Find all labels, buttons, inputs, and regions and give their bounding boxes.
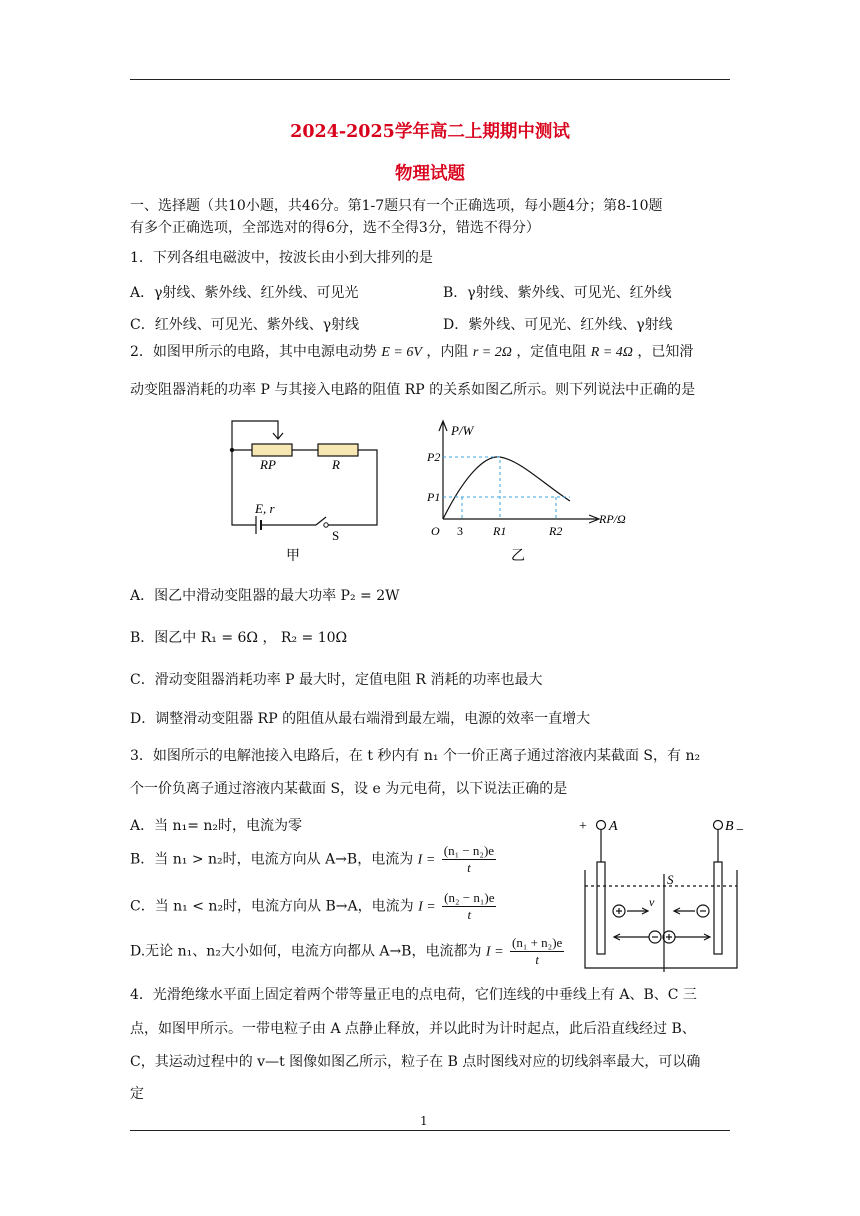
- q4-stem-line2: 点，如图甲所示。一带电粒子由 A 点静止释放，并以此时为计时起点，此后沿直线经过 B、: [130, 1021, 696, 1037]
- minus-sign: −: [736, 823, 744, 838]
- circuit-figure-jia: [222, 415, 387, 570]
- q1-stem: 1．下列各组电磁波中，按波长由小到大排列的是: [130, 250, 433, 266]
- page-title: 2024-2025学年高二上期期中测试: [290, 122, 570, 142]
- caption-yi: 乙: [511, 549, 525, 564]
- q2-fixed-resistance: R = 4Ω: [590, 345, 633, 360]
- top-rule: [130, 79, 730, 80]
- power-graph-yi: [425, 415, 655, 570]
- q3-option-d-fraction: $\frac{\text{(n₁ + n₂)e}}{t}$: [511, 935, 563, 967]
- electrode-a-label: A: [609, 819, 618, 834]
- r1-label: R1: [493, 524, 507, 538]
- section-heading-line1: 一、选择题（共10小题，共46分。第1-7题只有一个正确选项，每小题4分；第8-10题: [130, 198, 663, 214]
- q1-option-c: C．红外线、可见光、紫外线、γ射线: [130, 317, 360, 333]
- origin-label: O: [431, 524, 440, 538]
- r-label: R: [332, 457, 340, 472]
- section-s-label: S: [667, 872, 674, 887]
- page-subtitle: 物理试题: [395, 164, 465, 184]
- q3-option-b: B．当 n₁ > n₂时，电流方向从 A→B，电流为 I = $\frac{\text{(n₁ − n₂)e}}{t}$: [130, 843, 495, 875]
- q3-option-d: D.无论 n₁、n₂大小如何，电流方向都从 A→B，电流都为 I = $\frac{\text{(n₁ + n₂)e}}{t}$: [130, 935, 563, 967]
- q3-option-b-fraction: $\frac{\text{(n₁ − n₂)e}}{t}$: [443, 843, 495, 875]
- switch-label: S: [332, 528, 340, 543]
- q2-option-c: C．滑动变阻器消耗功率 P 最大时，定值电阻 R 消耗的功率也最大: [130, 672, 543, 688]
- bottom-rule: [130, 1130, 730, 1131]
- q4-stem-line1: 4．光滑绝缘水平面上固定着两个带等量正电的点电荷，它们连线的中垂线上有 A、B、C 三: [130, 987, 697, 1003]
- r2-label: R2: [549, 524, 563, 538]
- rp-label: RP: [260, 457, 276, 472]
- q1-option-a: A．γ射线、紫外线、红外线、可见光: [130, 285, 359, 301]
- velocity-label: v: [649, 895, 655, 909]
- q3-option-c: C．当 n₁ < n₂时，电流方向从 B→A，电流为 I = $\frac{\text{(n₂ − n₁)e}}{t}$: [130, 890, 495, 922]
- page-number: 1: [420, 1114, 428, 1128]
- q4-stem-line3: C，其运动过程中的 v—t 图像如图乙所示，粒子在 B 点时图线对应的切线斜率最大，可以确: [130, 1054, 701, 1070]
- q4-stem-line4: 定: [130, 1086, 144, 1102]
- graph-ylabel: P/W: [451, 423, 474, 438]
- q3-option-a: A．当 n₁= n₂时，电流为零: [130, 818, 302, 834]
- p1-label: P1: [427, 490, 441, 504]
- q2-emf: E = 6V: [381, 345, 422, 360]
- q3-stem-line2: 个一价负离子通过溶液内某截面 S，设 e 为元电荷，以下说法正确的是: [130, 781, 568, 797]
- plus-sign: +: [579, 819, 587, 834]
- p2-label: P2: [427, 450, 441, 464]
- q2-stem-line2: 动变阻器消耗的功率 P 与其接入电路的阻值 RP 的关系如图乙所示。则下列说法中正确的是: [130, 382, 696, 398]
- x-tick-3: 3: [457, 524, 463, 538]
- electrode-b-label: B: [725, 819, 734, 834]
- q2-option-b: B．图乙中 R₁ = 6Ω ， R₂ = 10Ω: [130, 630, 348, 646]
- q3-option-c-fraction: $\frac{\text{(n₂ − n₁)e}}{t}$: [444, 890, 495, 922]
- q2-internal-resistance: r = 2Ω: [472, 345, 512, 360]
- q2-stem-line1: 2．如图甲所示的电路，其中电源电动势 E = 6V ，内阻 r = 2Ω ，定值电阻 R = 4Ω ，已知滑: [130, 344, 694, 360]
- er-label: E, r: [255, 501, 275, 516]
- caption-jia: 甲: [286, 549, 300, 564]
- q3-stem-line1: 3．如图所示的电解池接入电路后，在 t 秒内有 n₁ 个一价正离子通过溶液内某截面 S，有 n₂: [130, 748, 701, 764]
- electrolysis-cell-figure: [575, 812, 750, 977]
- q2-option-d: D．调整滑动变阻器 RP 的阻值从最右端滑到最左端，电源的效率一直增大: [130, 711, 591, 727]
- q1-option-b: B．γ射线、紫外线、可见光、红外线: [443, 285, 672, 301]
- graph-xlabel: RP/Ω: [599, 512, 626, 526]
- q1-option-d: D．紫外线、可见光、红外线、γ射线: [443, 317, 673, 333]
- section-heading-line2: 有多个正确选项，全部选对的得6分，选不全得3分，错选不得分）: [130, 220, 540, 236]
- q2-option-a: A．图乙中滑动变阻器的最大功率 P₂ = 2W: [130, 588, 400, 604]
